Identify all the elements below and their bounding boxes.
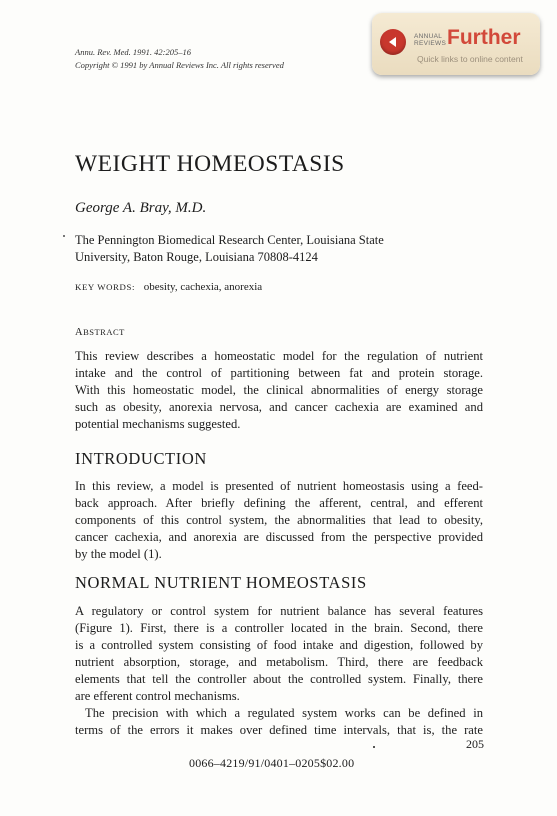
author-affiliation: The Pennington Biomedical Research Center, Louisiana State University, Baton Rouge, Louisiana 70808-4124 <box>75 233 384 264</box>
further-subtitle: Quick links to online content <box>417 54 523 64</box>
normal-homeostasis-paragraph-2: The precision with which a regulated system works can be defined in terms of the errors it makes over defined time intervals, that is, the rate <box>75 706 483 737</box>
further-links-badge[interactable] <box>372 13 540 75</box>
normal-homeostasis-heading: NORMAL NUTRIENT HOMEOSTASIS <box>75 573 367 592</box>
introduction-heading: INTRODUCTION <box>75 449 207 468</box>
article-author: George A. Bray, M.D. <box>75 200 207 216</box>
keywords-list: obesity, cachexia, anorexia <box>143 281 263 293</box>
normal-homeostasis-paragraph-1: A regulatory or control system for nutrient balance has several features (Figure 1). First, there is a controller located in the brain. Second, there is a controlled system consisting of food intake and digestion, followed by nutrient absorption, storage, and metabolism. Third, there are feedback elements that tell the controller about the controlled system. Finally, there are efferent control mechanisms. <box>75 604 483 703</box>
introduction-text: In this review, a model is presented of nutrient homeostasis using a feed- back approach. After briefly defining the afferent, central, and efferent components of this control system, the abnormalities that lead to obesity, cancer cachexia, and anorexia are discussed from the perspective provided by the model (1). <box>75 479 483 561</box>
stray-mark <box>373 746 375 748</box>
keywords-label: KEY WORDS: <box>75 282 136 292</box>
play-left-icon[interactable] <box>380 29 406 55</box>
keywords <box>75 281 262 293</box>
page-number: 205 <box>466 737 484 751</box>
further-title: Further <box>447 26 521 49</box>
article-code: 0066–4219/91/0401–0205$02.00 <box>189 756 355 770</box>
citation-line: Annu. Rev. Med. 1991. 42:205–16 <box>75 47 191 57</box>
annual-reviews-logo: ANNUAL REVIEWS <box>414 33 447 47</box>
margin-mark <box>63 235 65 237</box>
copyright-line: Copyright © 1991 by Annual Reviews Inc. All rights reserved <box>75 60 284 70</box>
abstract-text: This review describes a homeostatic model for the regulation of nutrient intake and the control of partitioning between fat and protein storage. With this homeostatic model, the clinical abnormalities of energy storage such as obesity, anorexia nervosa, and cancer cachexia are examined and potential mechanisms suggested. <box>75 349 483 431</box>
article-title: WEIGHT HOMEOSTASIS <box>75 151 345 177</box>
journal-citation <box>75 46 284 72</box>
abstract-heading: ABSTRACT <box>75 327 125 338</box>
